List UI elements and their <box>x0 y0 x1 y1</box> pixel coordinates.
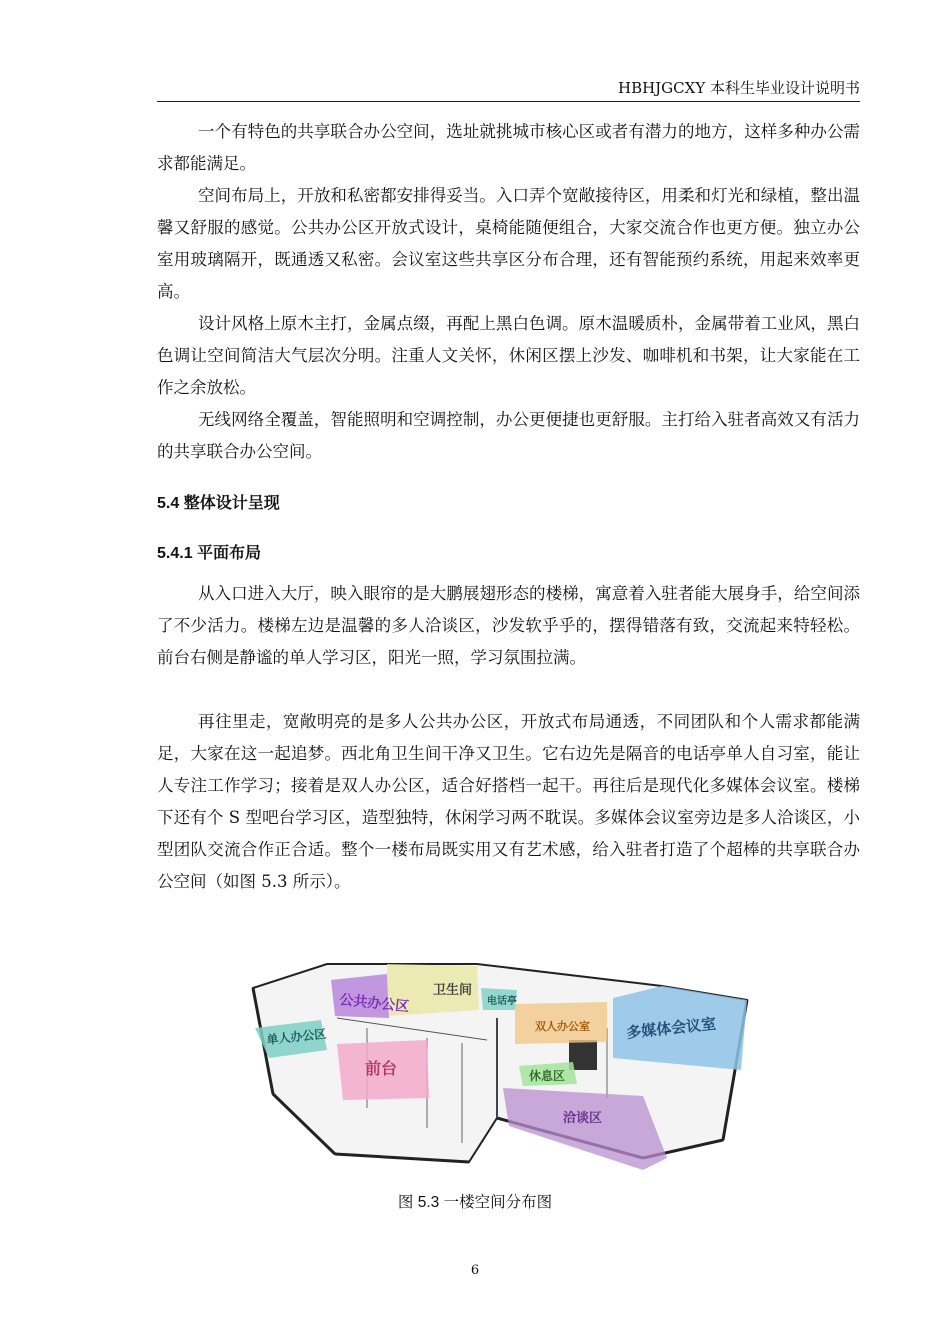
figure-caption: 图 5.3 一楼空间分布图 <box>397 1194 553 1211</box>
label-public-office: 公共办公区 <box>338 991 410 1015</box>
paragraph-4: 无线网络全覆盖，智能照明和空调控制，办公更便捷也更舒服。主打给入驻者高效又有活力的共享联合办公空间。 <box>157 410 860 461</box>
label-meeting-room: 多媒体会议室 <box>625 1015 717 1042</box>
paragraph-2: 空间布局上，开放和私密都安排得妥当。入口弄个宽敞接待区，用柔和灯光和绿植，整出温馨又舒服的感觉。公共办公区开放式设计，桌椅能随便组合，大家交流合作也更方便。独立办公室用玻璃隔开，既通透又私密。会议室这些共享区分布合理，还有智能预约系统，用起来效率更高。 <box>157 186 860 301</box>
page-number: 6 <box>470 1263 480 1278</box>
label-double-office: 双人办公室 <box>535 1021 590 1033</box>
label-negotiation: 洽谈区 <box>563 1110 603 1125</box>
paragraph-6: 再往里走，宽敞明亮的是多人公共办公区，开放式布局通透，不同团队和个人需求都能满足，大家在这一起追梦。西北角卫生间干净又卫生。它右边先是隔音的电话亭单人自习室，能让人专注工作学习；接着是双人办公区，适合好搭档一起干。再往后是现代化多媒体会议室。楼梯下还有个 S 型吧台学习区，造型独特，休闲学习两不耽误。多媒体会议室旁边是多人洽谈区，小型团队交流合作正合适。整个一楼布局既实用又有艺术感，给入驻者打造了个超棒的共享联合办公空间（如图 5.3 所示）。 <box>157 712 860 891</box>
paragraph-1: 一个有特色的共享联合办公空间，选址就挑城市核心区或者有潜力的地方，这样多种办公需求都能满足。 <box>157 122 860 173</box>
paragraph-3: 设计风格上原木主打，金属点缀，再配上黑白色调。原木温暖质朴，金属带着工业风，黑白色调让空间简洁大气层次分明。注重人文关怀，休闲区摆上沙发、咖啡机和书架，让大家能在工作之余放松。 <box>157 314 860 397</box>
floor-plan-figure <box>247 958 750 1178</box>
label-rest-area: 休息区 <box>529 1069 566 1083</box>
label-restroom: 卫生间 <box>433 982 473 997</box>
label-reception: 前台 <box>365 1061 398 1078</box>
header-rule <box>157 101 860 102</box>
section-heading: 5.4 整体设计呈现 <box>157 495 280 512</box>
zone-negotiation <box>503 1088 667 1170</box>
paragraph-5: 从入口进入大厅，映入眼帘的是大鹏展翅形态的楼梯，寓意着入驻者能大展身手，给空间添了不少活力。楼梯左边是温馨的多人洽谈区，沙发软乎乎的，摆得错落有致，交流起来特轻松。前台右侧是静谧的单人学习区，阳光一照，学习氛围拉满。 <box>157 584 860 667</box>
label-phone-booth: 电话亭 <box>487 996 517 1007</box>
page-header: HBHJGCXY 本科生毕业设计说明书 <box>617 79 860 97</box>
label-single-office: 单人办公区 <box>265 1026 328 1047</box>
subsection-heading: 5.4.1 平面布局 <box>157 545 262 562</box>
